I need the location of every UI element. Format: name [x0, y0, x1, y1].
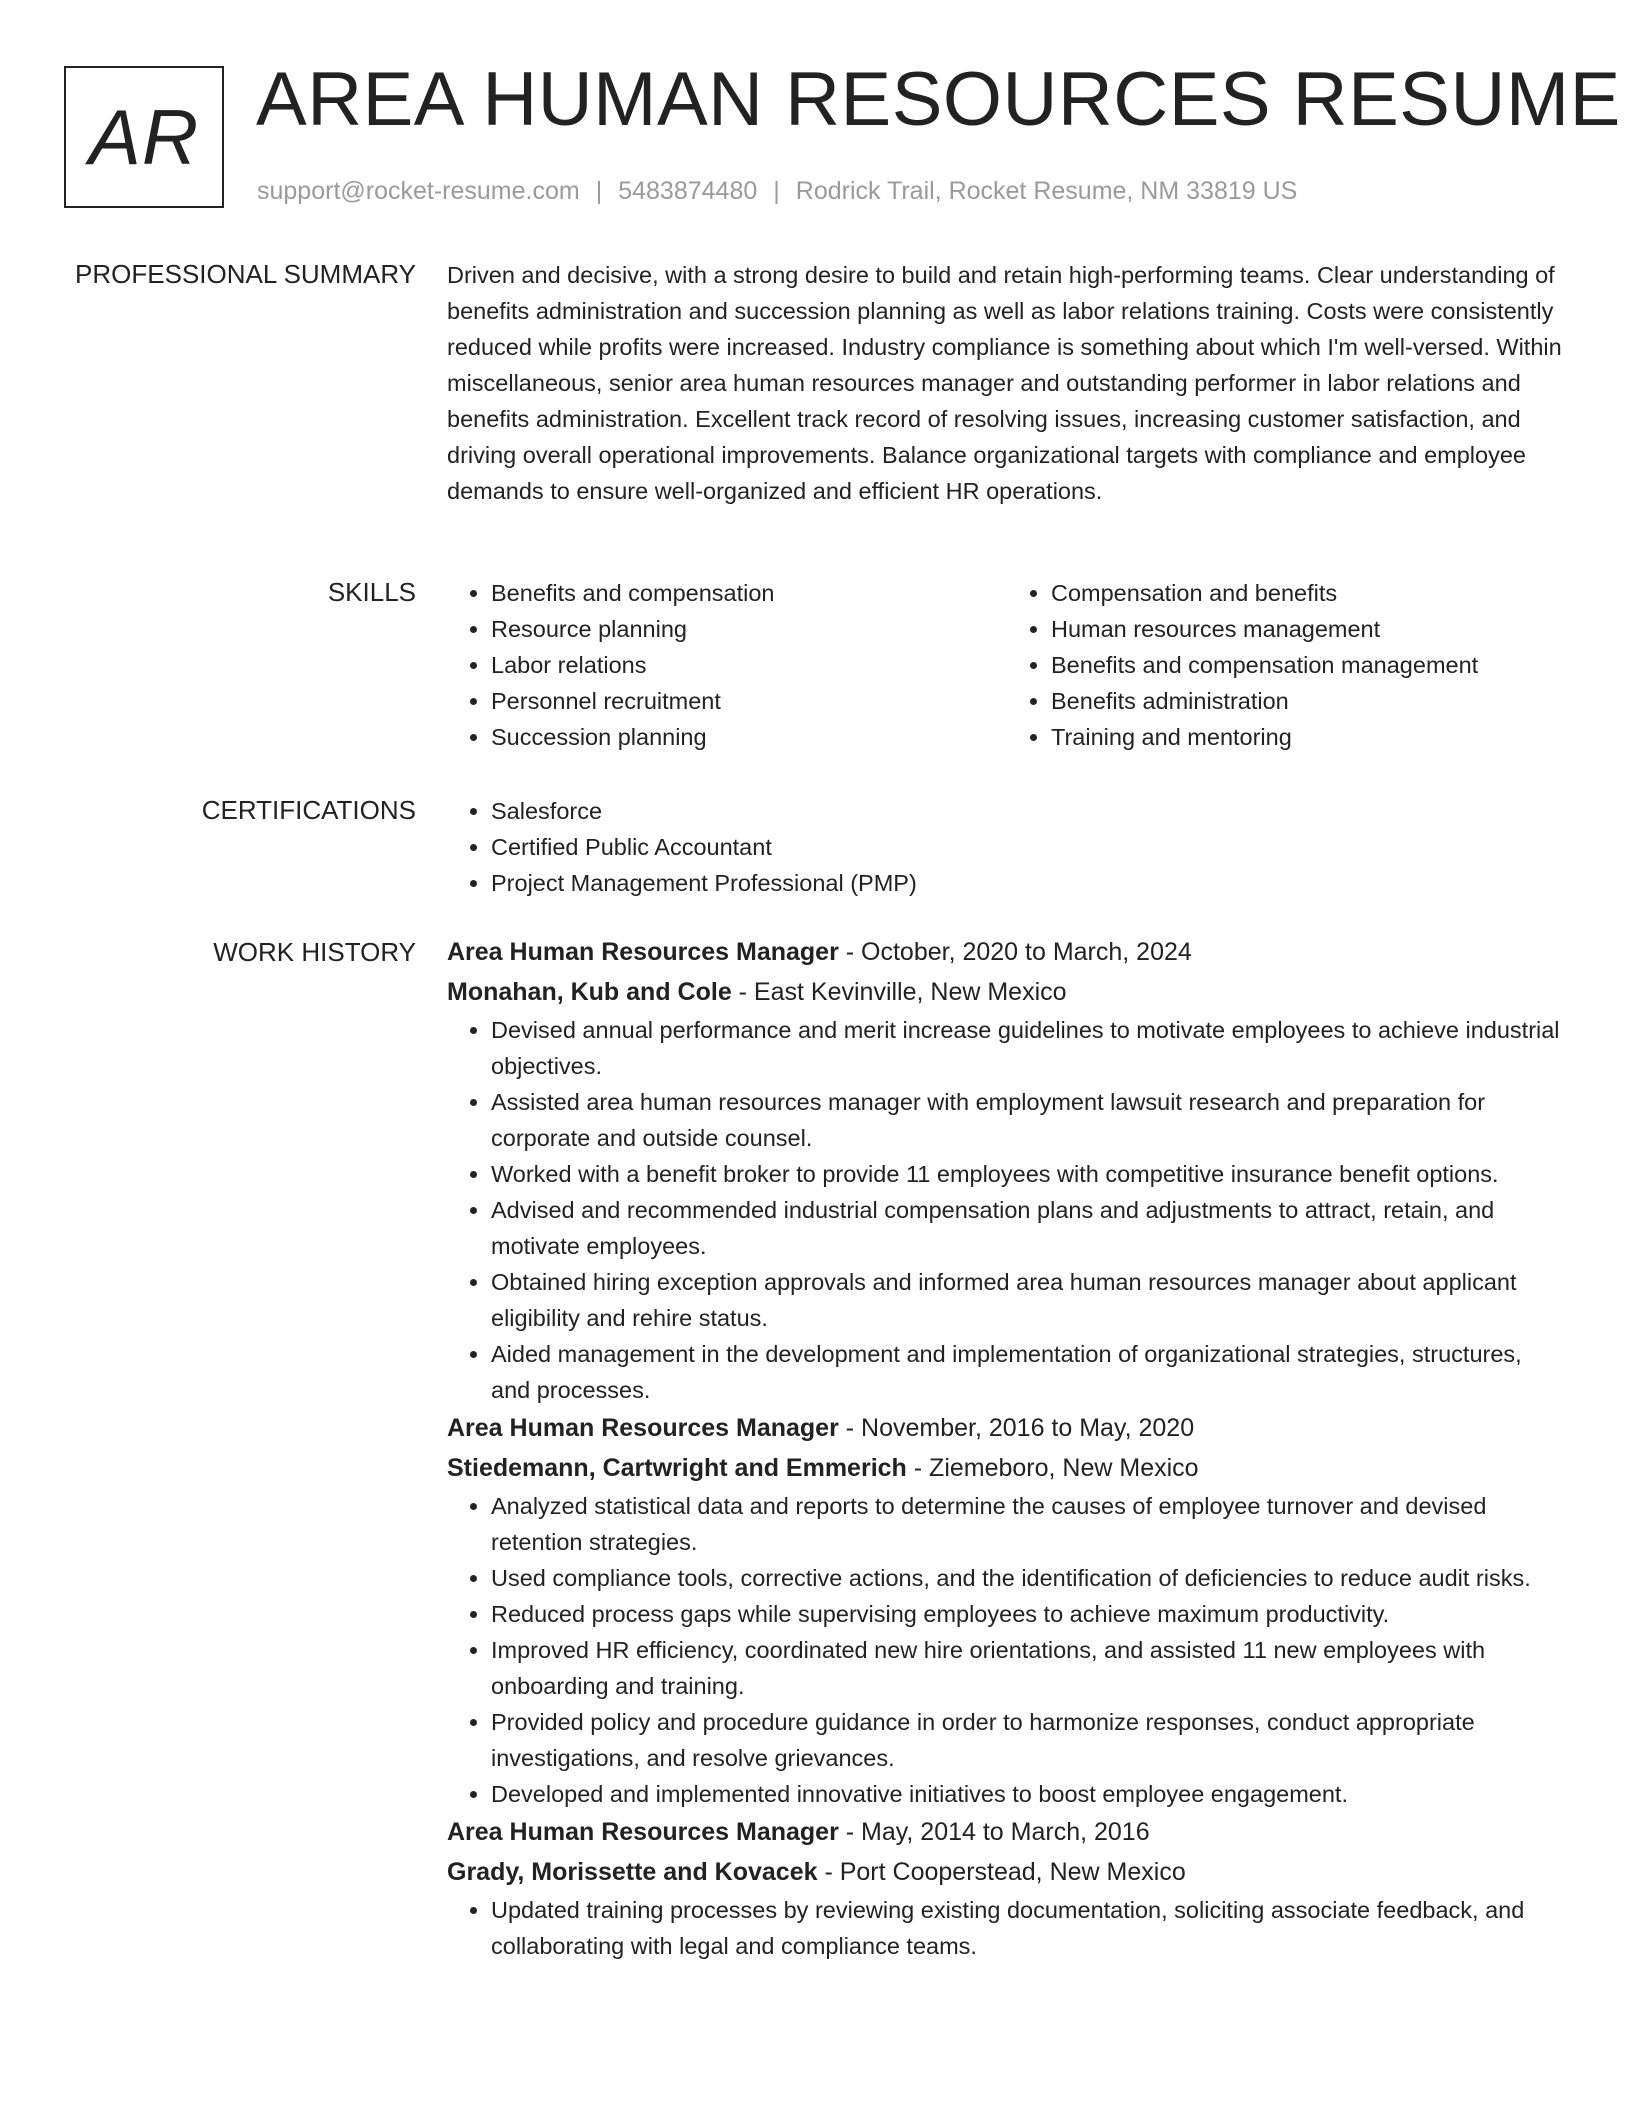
job-entry	[447, 1812, 1567, 1964]
job-duty: • Obtained hiring exception approvals and informed area human resources manager about applicant eligibility and rehire status.	[491, 1264, 1567, 1336]
job-duty: • Advised and recommended industrial compensation plans and adjustments to attract, retain, and motivate employees.	[491, 1192, 1567, 1264]
job-dates: - May, 2014 to March, 2016	[838, 1818, 1150, 1846]
job-duty: • Aided management in the development and implementation of organizational strategies, structures, and processes.	[491, 1336, 1567, 1408]
job-entry	[447, 932, 1567, 1408]
skill-item: • Resource planning	[491, 611, 1007, 647]
job-duty: • Analyzed statistical data and reports to determine the causes of employee turnover and devised retention strategies.	[491, 1488, 1567, 1560]
skill-item: • Training and mentoring	[1051, 719, 1567, 755]
certifications-list	[447, 793, 1567, 901]
job-duty: • Devised annual performance and merit increase guidelines to motivate employees to achieve industrial objectives.	[491, 1012, 1567, 1084]
monogram-box	[64, 66, 224, 208]
job-company-line	[447, 1852, 1567, 1892]
section-label-work-history: WORK HISTORY	[213, 937, 416, 967]
certifications-section	[447, 793, 1567, 901]
job-duty: • Developed and implemented innovative initiatives to boost employee engagement.	[491, 1776, 1567, 1812]
skill-item: • Human resources management	[1051, 611, 1567, 647]
job-company: Grady, Morissette and Kovacek	[447, 1858, 818, 1886]
job-duty: • Reduced process gaps while supervising employees to achieve maximum productivity.	[491, 1596, 1567, 1632]
job-duty: • Worked with a benefit broker to provide 11 employees with competitive insurance benefit options.	[491, 1156, 1567, 1192]
skill-item: • Personnel recruitment	[491, 683, 1007, 719]
job-duty: • Assisted area human resources manager with employment lawsuit research and preparation for corporate and outside counsel.	[491, 1084, 1567, 1156]
job-title: Area Human Resources Manager	[447, 938, 839, 966]
job-dates: - November, 2016 to May, 2020	[838, 1414, 1195, 1442]
job-title-line	[447, 932, 1567, 972]
monogram-initials: AR	[88, 92, 200, 181]
skill-item: • Compensation and benefits	[1051, 575, 1567, 611]
contact-phone: 5483874480	[618, 177, 758, 205]
resume-title: AREA HUMAN RESOURCES RESUME	[256, 57, 1621, 142]
job-duty: • Updated training processes by reviewing existing documentation, soliciting associate feedback, and collaborating with legal and compliance teams.	[491, 1892, 1567, 1964]
certification-item: • Salesforce	[491, 793, 1567, 829]
skill-item: • Benefits administration	[1051, 683, 1567, 719]
job-duties-list	[447, 1488, 1567, 1812]
job-title-line	[447, 1812, 1567, 1852]
job-company: Monahan, Kub and Cole	[447, 978, 732, 1006]
skills-list-right	[1007, 575, 1567, 755]
job-company: Stiedemann, Cartwright and Emmerich	[447, 1454, 907, 1482]
contact-email: support@rocket-resume.com	[257, 177, 580, 205]
contact-separator: |	[773, 177, 780, 205]
job-title-line	[447, 1408, 1567, 1448]
summary-text: Driven and decisive, with a strong desire to build and retain high-performing teams. Clear understanding of benefits administration and succession planning as well as labor relations training. Costs were consistently reduced while profits were increased. Industry compliance is something about which I'm well-versed. Within miscellaneous, senior area human resources manager and outstanding performer in labor relations and benefits administration. Excellent track record of resolving issues, increasing customer satisfaction, and driving overall operational improvements. Balance organizational targets with compliance and employee demands to ensure well-organized and efficient HR operations.	[447, 262, 1562, 504]
job-location: - Ziemeboro, New Mexico	[906, 1454, 1199, 1482]
job-duty: • Improved HR efficiency, coordinated new hire orientations, and assisted 11 new employees with onboarding and training.	[491, 1632, 1567, 1704]
certification-item: • Certified Public Accountant	[491, 829, 1567, 865]
skill-item: • Benefits and compensation management	[1051, 647, 1567, 683]
skills-section	[447, 575, 1567, 755]
job-title: Area Human Resources Manager	[447, 1414, 839, 1442]
contact-separator: |	[595, 177, 603, 205]
summary-section	[447, 257, 1567, 509]
skill-item: • Labor relations	[491, 647, 1007, 683]
job-title: Area Human Resources Manager	[447, 1818, 839, 1846]
section-label-summary: PROFESSIONAL SUMMARY	[75, 259, 416, 289]
skills-list-left	[447, 575, 1007, 755]
skill-item: • Succession planning	[491, 719, 1007, 755]
work-history-section	[447, 932, 1567, 1964]
job-location: - Port Cooperstead, New Mexico	[817, 1858, 1186, 1886]
job-company-line	[447, 972, 1567, 1012]
job-location: - East Kevinville, New Mexico	[731, 978, 1067, 1006]
job-duties-list	[447, 1012, 1567, 1408]
contact-line	[257, 175, 1297, 207]
job-entry	[447, 1408, 1567, 1812]
section-label-certifications: CERTIFICATIONS	[201, 795, 416, 825]
job-duty: • Provided policy and procedure guidance in order to harmonize responses, conduct appropriate investigations, and resolve grievances.	[491, 1704, 1567, 1776]
job-company-line	[447, 1448, 1567, 1488]
contact-address: Rodrick Trail, Rocket Resume, NM 33819 US	[795, 177, 1298, 205]
job-duty: • Used compliance tools, corrective actions, and the identification of deficiencies to reduce audit risks.	[491, 1560, 1567, 1596]
certification-item: • Project Management Professional (PMP)	[491, 865, 1567, 901]
skill-item: • Benefits and compensation	[491, 575, 1007, 611]
job-duties-list	[447, 1892, 1567, 1964]
job-dates: - October, 2020 to March, 2024	[838, 938, 1192, 966]
section-label-skills: SKILLS	[327, 577, 416, 607]
